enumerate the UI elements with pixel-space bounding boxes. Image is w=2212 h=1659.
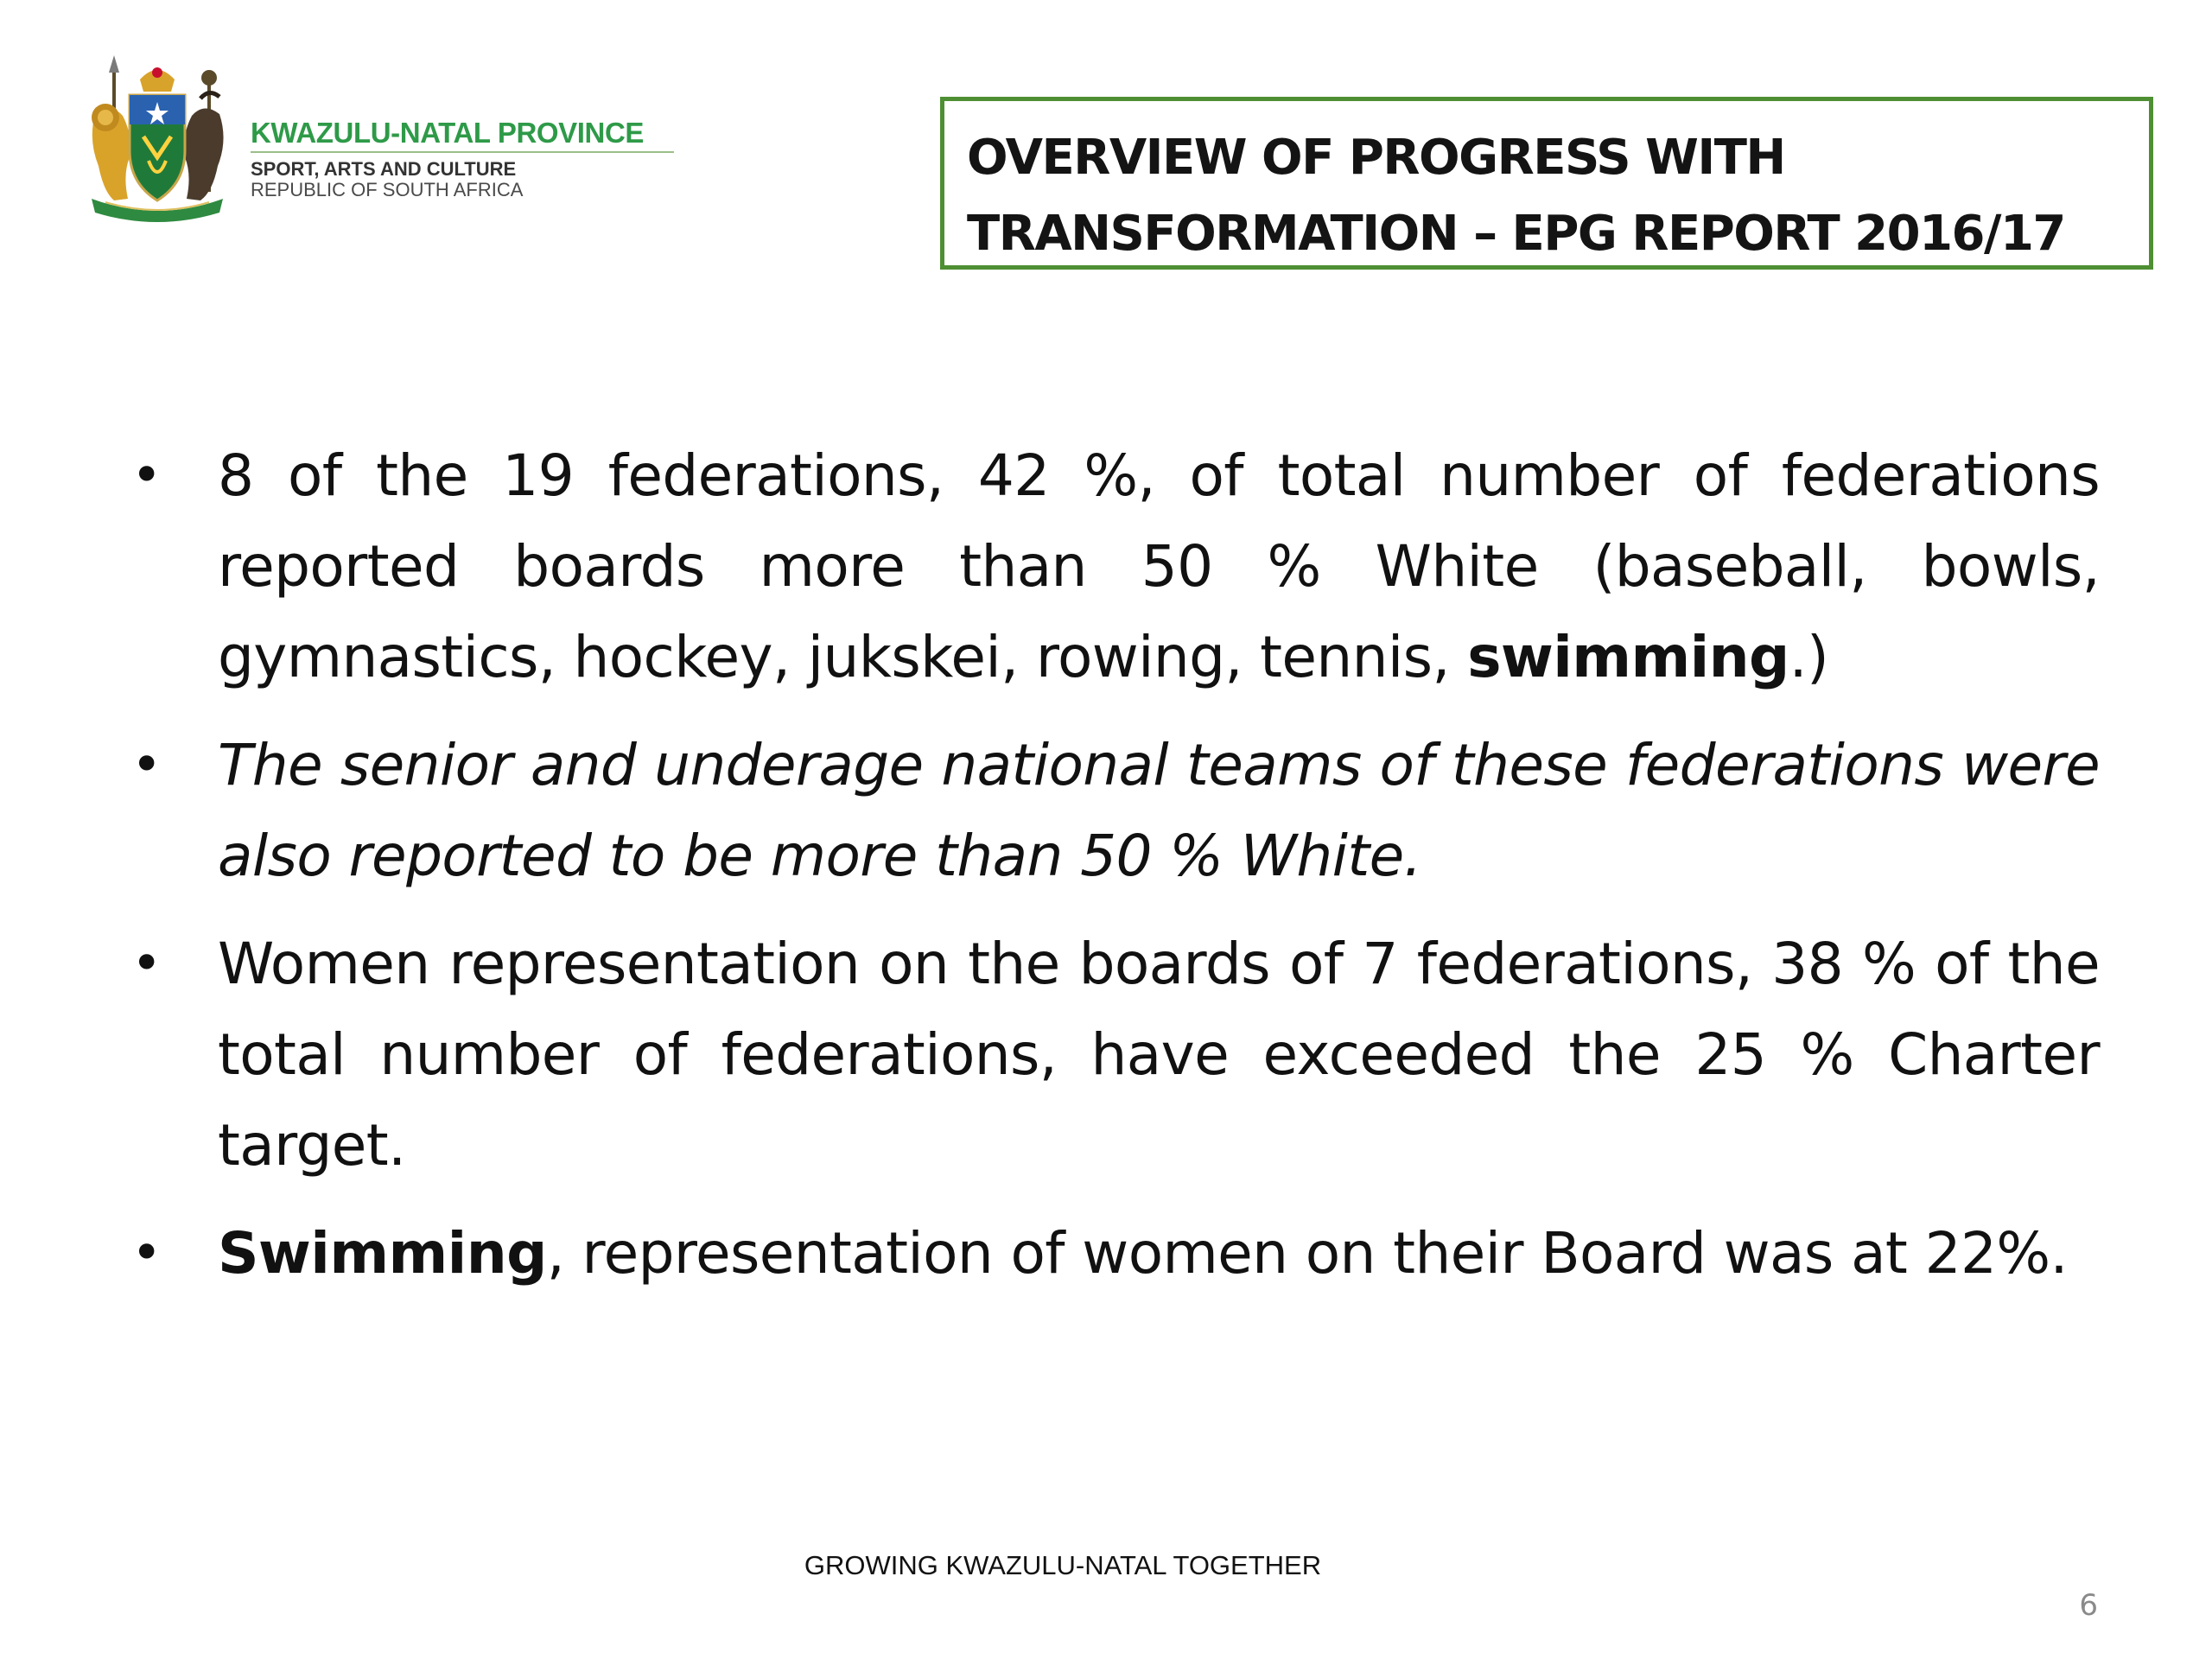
coat-of-arms-icon <box>79 54 235 226</box>
bullet-item-federations-boards <box>130 430 2100 702</box>
logo-divider <box>251 151 674 153</box>
logo-province-name: KWAZULU-NATAL PROVINCE <box>251 117 645 149</box>
logo-wordmark <box>251 118 674 200</box>
slide-title <box>967 120 2149 272</box>
bullet-4-bold: Swimming <box>218 1220 547 1287</box>
slide-title-line-1: OVERVIEW OF PROGRESS WITH <box>967 130 1785 186</box>
bullet-1-text: 8 of the 19 federations, 42 %, of total number of federations reported boards more than 50 % White (baseball, bowls, gymnastics, hockey, jukskei, rowing, tennis, <box>218 442 2100 690</box>
provincial-logo <box>79 54 684 226</box>
bullet-item-women-representation <box>130 918 2100 1191</box>
slide-title-box <box>940 97 2153 270</box>
bullet-4-text: , representation of women on their Board was at 22%. <box>546 1220 2068 1287</box>
footer-tagline: GROWING KWAZULU-NATAL TOGETHER <box>804 1550 1322 1580</box>
bullet-item-national-teams <box>130 720 2100 901</box>
bullet-item-swimming-board <box>130 1208 2100 1299</box>
slide-title-line-2: TRANSFORMATION – EPG REPORT 2016/17 <box>967 206 2065 262</box>
page-number: 6 <box>2079 1588 2098 1623</box>
bullet-list <box>130 430 2100 1316</box>
bullet-2-text: The senior and underage national teams of these federations were also reported to be more than 50 % White. <box>218 732 2100 889</box>
logo-country-name: REPUBLIC OF SOUTH AFRICA <box>251 179 524 200</box>
bullet-dot-icon: • <box>131 933 162 994</box>
bullet-1-text-end: .) <box>1789 624 1829 690</box>
bullet-dot-icon: • <box>131 1223 162 1283</box>
bullet-dot-icon: • <box>131 445 162 505</box>
bullet-dot-icon: • <box>131 734 162 795</box>
bullet-3-text: Women representation on the boards of 7 federations, 38 % of the total number of federations, have exceeded the 25 % Charter target. <box>218 931 2100 1179</box>
bullet-1-bold: swimming <box>1467 624 1789 690</box>
logo-department-name: SPORT, ARTS AND CULTURE <box>251 158 517 180</box>
